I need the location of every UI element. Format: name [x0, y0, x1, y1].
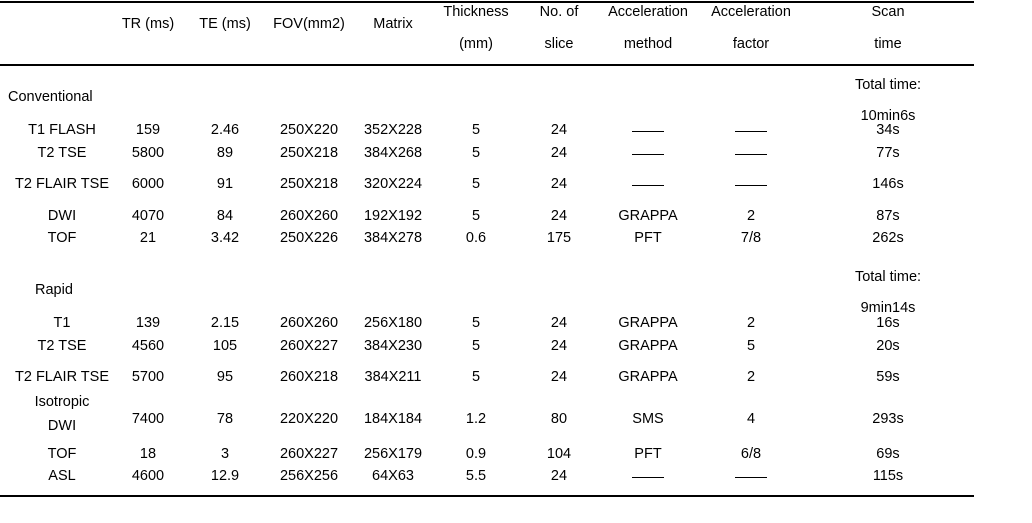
cell-scan-time: 262s — [872, 230, 904, 246]
cell-te: 2.46 — [210, 122, 240, 138]
cell-accel-factor: 2 — [746, 208, 756, 224]
cell-tr: 4600 — [131, 468, 165, 484]
cell-thickness: 5 — [471, 369, 481, 385]
cell-slices: 24 — [550, 315, 568, 331]
cell-accel-factor: 2 — [746, 369, 756, 385]
cell-scan-time: 293s — [872, 411, 904, 427]
cell-fov: 220X220 — [279, 411, 339, 427]
cell-thickness: 5 — [471, 208, 481, 224]
cell-te: 78 — [216, 411, 234, 427]
cell-slices: 104 — [546, 446, 572, 462]
cell-matrix: 64X63 — [372, 468, 414, 484]
cell-matrix: 256X180 — [363, 315, 423, 331]
cell-matrix: 184X184 — [363, 411, 423, 427]
cell-fov: 260X260 — [279, 315, 339, 331]
empty-dash — [632, 131, 664, 132]
cell-slices: 175 — [546, 230, 572, 246]
cell-tr: 21 — [139, 230, 157, 246]
cell-tr: 7400 — [131, 411, 165, 427]
cell-slices: 24 — [550, 176, 568, 192]
cell-fov: 250X220 — [279, 122, 339, 138]
sequence-name: T2 FLAIR TSE — [14, 176, 110, 192]
cell-tr: 4560 — [131, 338, 165, 354]
cell-matrix: 384X278 — [363, 230, 423, 246]
cell-slices: 24 — [550, 338, 568, 354]
sequence-name: ASL — [48, 468, 76, 484]
cell-te: 3 — [220, 446, 230, 462]
sequence-name: T2 TSE — [37, 145, 87, 161]
cell-accel-method: SMS — [632, 411, 664, 427]
cell-te: 95 — [216, 369, 234, 385]
header-matrix: Matrix — [373, 16, 413, 32]
header-thickness: Thickness — [443, 4, 509, 20]
total-time-value: 10min6s — [860, 108, 916, 124]
cell-scan-time: 16s — [876, 315, 900, 331]
cell-accel-factor: 6/8 — [740, 446, 762, 462]
header-accel-factor: Acceleration — [711, 4, 791, 20]
total-time-label: Total time: — [854, 269, 922, 285]
cell-tr: 139 — [135, 315, 161, 331]
total-time-label: Total time: — [854, 77, 922, 93]
empty-dash — [735, 131, 767, 132]
cell-matrix: 320X224 — [363, 176, 423, 192]
cell-fov: 250X226 — [279, 230, 339, 246]
cell-accel-method: GRAPPA — [618, 315, 678, 331]
cell-slices: 24 — [550, 468, 568, 484]
cell-te: 89 — [216, 145, 234, 161]
cell-accel-method: GRAPPA — [618, 208, 678, 224]
total-time-value: 9min14s — [860, 300, 916, 316]
cell-fov: 260X260 — [279, 208, 339, 224]
cell-matrix: 384X211 — [364, 369, 422, 385]
cell-matrix: 192X192 — [363, 208, 423, 224]
empty-dash — [632, 154, 664, 155]
section-label: Conventional — [8, 89, 93, 105]
header-te: TE (ms) — [199, 16, 251, 32]
cell-thickness: 5.5 — [465, 468, 487, 484]
cell-accel-factor: 4 — [746, 411, 756, 427]
cell-thickness: 5 — [471, 122, 481, 138]
cell-fov: 260X218 — [279, 369, 339, 385]
cell-scan-time: 87s — [876, 208, 900, 224]
cell-fov: 260X227 — [279, 338, 339, 354]
cell-fov: 250X218 — [279, 176, 339, 192]
cell-accel-factor: 2 — [746, 315, 756, 331]
header-fov: FOV(mm2) — [273, 16, 345, 32]
cell-slices: 24 — [550, 369, 568, 385]
cell-accel-factor: 5 — [746, 338, 756, 354]
empty-dash — [632, 477, 664, 478]
cell-tr: 6000 — [131, 176, 165, 192]
cell-slices: 24 — [550, 145, 568, 161]
cell-matrix: 352X228 — [363, 122, 423, 138]
header-rule — [0, 64, 974, 66]
cell-fov: 250X218 — [279, 145, 339, 161]
sequence-name: T1 FLASH — [28, 122, 96, 138]
sequence-name: TOF — [47, 446, 77, 462]
cell-scan-time: 146s — [872, 176, 904, 192]
cell-te: 12.9 — [210, 468, 240, 484]
cell-accel-method: PFT — [634, 446, 662, 462]
empty-dash — [735, 154, 767, 155]
cell-accel-method: GRAPPA — [618, 338, 678, 354]
sequence-name: T2 TSE — [37, 338, 87, 354]
section-label: Rapid — [35, 282, 73, 298]
cell-matrix: 256X179 — [363, 446, 423, 462]
cell-accel-method: GRAPPA — [618, 369, 678, 385]
cell-thickness: 5 — [471, 145, 481, 161]
header-accel-method: Acceleration — [608, 4, 688, 20]
cell-fov: 260X227 — [279, 446, 339, 462]
cell-thickness: 5 — [471, 176, 481, 192]
header-scan-time: time — [874, 36, 902, 52]
header-accel-factor: factor — [732, 36, 770, 52]
cell-slices: 80 — [550, 411, 568, 427]
top-rule — [0, 1, 974, 3]
header-thickness: (mm) — [459, 36, 493, 52]
cell-scan-time: 115s — [872, 468, 904, 484]
sequence-name: DWI — [47, 208, 77, 224]
cell-thickness: 1.2 — [465, 411, 487, 427]
cell-scan-time: 77s — [876, 145, 900, 161]
empty-dash — [632, 185, 664, 186]
cell-thickness: 0.9 — [465, 446, 487, 462]
cell-accel-method: PFT — [634, 230, 662, 246]
cell-matrix: 384X230 — [363, 338, 423, 354]
cell-fov: 256X256 — [279, 468, 339, 484]
cell-te: 105 — [212, 338, 238, 354]
cell-te: 84 — [216, 208, 234, 224]
cell-scan-time: 59s — [876, 369, 900, 385]
cell-te: 3.42 — [210, 230, 240, 246]
header-slices: No. of — [539, 4, 579, 20]
cell-thickness: 5 — [471, 338, 481, 354]
empty-dash — [735, 477, 767, 478]
cell-scan-time: 20s — [876, 338, 900, 354]
cell-te: 2.15 — [210, 315, 240, 331]
cell-slices: 24 — [550, 122, 568, 138]
cell-tr: 5800 — [131, 145, 165, 161]
sequence-name: T1 — [53, 315, 71, 331]
cell-tr: 4070 — [131, 208, 165, 224]
cell-te: 91 — [216, 176, 234, 192]
cell-scan-time: 34s — [876, 122, 900, 138]
header-scan-time: Scan — [871, 4, 905, 20]
cell-thickness: 5 — [471, 315, 481, 331]
cell-scan-time: 69s — [876, 446, 900, 462]
empty-dash — [735, 185, 767, 186]
cell-tr: 5700 — [131, 369, 165, 385]
cell-accel-factor: 7/8 — [740, 230, 762, 246]
bottom-rule — [0, 495, 974, 497]
sequence-name: Isotropic — [34, 394, 90, 410]
cell-tr: 159 — [135, 122, 161, 138]
cell-slices: 24 — [550, 208, 568, 224]
cell-matrix: 384X268 — [363, 145, 423, 161]
sequence-name: T2 FLAIR TSE — [14, 369, 110, 385]
sequence-name: TOF — [47, 230, 77, 246]
cell-tr: 18 — [139, 446, 157, 462]
header-accel-method: method — [623, 36, 673, 52]
cell-thickness: 0.6 — [465, 230, 487, 246]
sequence-name: DWI — [47, 418, 77, 434]
header-tr: TR (ms) — [121, 16, 175, 32]
header-slices: slice — [544, 36, 574, 52]
